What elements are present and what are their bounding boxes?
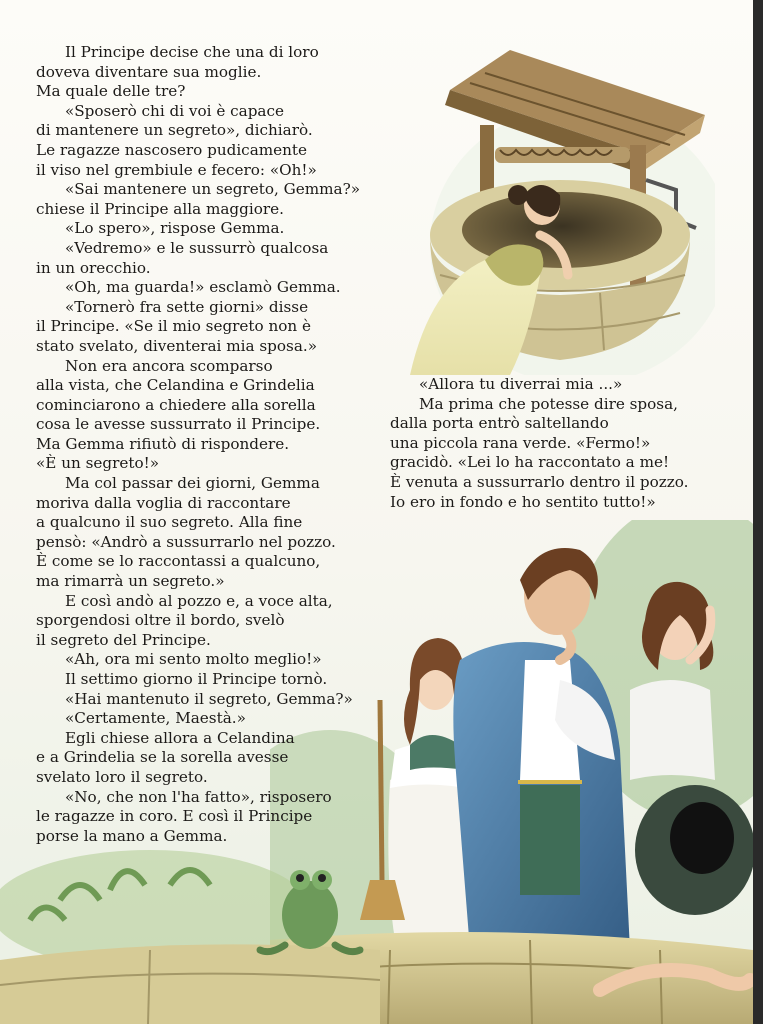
story-line: e a Grindelia se la sorella avesse (36, 748, 289, 767)
story-line: alla vista, che Celandina e Grindelia (36, 376, 315, 395)
story-line: Il settimo giorno il Principe tornò. (36, 670, 328, 688)
story-line: Io ero in fondo e ho sentito tutto!» (390, 492, 656, 511)
story-line: pensò: «Andrò a sussurrarlo nel pozzo. (36, 532, 336, 551)
story-line: «Oh, ma guarda!» esclamò Gemma. (36, 278, 341, 297)
story-line: di mantenere un segreto», dichiarò. (36, 121, 313, 140)
story-line: Ma col passar dei giorni, Gemma (36, 474, 320, 493)
story-line: il segreto del Principe. (36, 630, 211, 649)
story-line: svelato loro il segreto. (36, 767, 208, 786)
story-line: «Vedremo» e le sussurrò qualcosa (36, 238, 329, 257)
story-line: il Principe. «Se il mio segreto non è (36, 317, 312, 336)
story-line: È come se lo raccontassi a qualcuno, (36, 552, 321, 571)
story-text-right-column (390, 375, 688, 512)
story-line: a qualcuno il suo segreto. Alla fine (36, 513, 303, 532)
story-line: «Lo spero», rispose Gemma. (36, 219, 285, 238)
story-line: in un orecchio. (36, 258, 151, 277)
story-line: sporgendosi oltre il bordo, svelò (36, 611, 285, 630)
story-line: le ragazze in coro. E così il Principe (36, 807, 313, 826)
story-line: una piccola rana verde. «Fermo!» (390, 433, 651, 452)
story-line: stato svelato, diventerai mia sposa.» (36, 336, 317, 355)
story-line: «Certamente, Maestà.» (36, 709, 246, 728)
story-line: Il Principe decise che una di loro (36, 43, 319, 61)
story-line: «È un segreto!» (36, 454, 159, 473)
story-line: doveva diventare sua moglie. (36, 62, 262, 81)
story-line: E così andò al pozzo e, a voce alta, (36, 591, 333, 610)
story-line: moriva dalla voglia di raccontare (36, 493, 291, 512)
story-line: gracidò. «Lei lo ha raccontato a me! (390, 453, 670, 472)
story-line: Ma quale delle tre? (36, 82, 186, 101)
story-line: il viso nel grembiule e fecero: «Oh!» (36, 160, 317, 179)
story-line: Le ragazze nascosero pudicamente (36, 140, 308, 159)
story-line: «Sposerò chi di voi è capace (36, 101, 284, 120)
page-edge (753, 0, 763, 1024)
story-line: cominciarono a chiedere alla sorella (36, 395, 316, 414)
story-line: chiese il Principe alla maggiore. (36, 199, 284, 218)
story-line: «Ah, ora mi sento molto meglio!» (36, 650, 322, 669)
story-line: «Tornerò fra sette giorni» disse (36, 297, 309, 316)
story-line: Egli chiese allora a Celandina (36, 728, 295, 747)
story-line: Ma prima che potesse dire sposa, (390, 394, 678, 413)
story-line: porse la mano a Gemma. (36, 826, 228, 845)
story-line: Non era ancora scomparso (36, 356, 273, 375)
frog-illustration (0, 840, 380, 1024)
story-line: «Allora tu diverrai mia ...» (390, 375, 623, 393)
girl-at-well-illustration (390, 45, 715, 375)
story-line: «Hai mantenuto il segreto, Gemma?» (36, 689, 353, 708)
story-text-left-column (36, 43, 360, 846)
story-line: cosa le avesse sussurrato il Principe. (36, 415, 321, 434)
story-line: ma rimarrà un segreto.» (36, 572, 225, 591)
story-line: «No, che non l'ha fatto», risposero (36, 787, 332, 806)
story-line: «Sai mantenere un segreto, Gemma?» (36, 180, 361, 199)
story-line: Ma Gemma rifiutò di rispondere. (36, 434, 290, 453)
story-line: È venuta a sussurrarlo dentro il pozzo. (390, 472, 689, 491)
story-line: dalla porta entrò saltellando (390, 414, 609, 433)
